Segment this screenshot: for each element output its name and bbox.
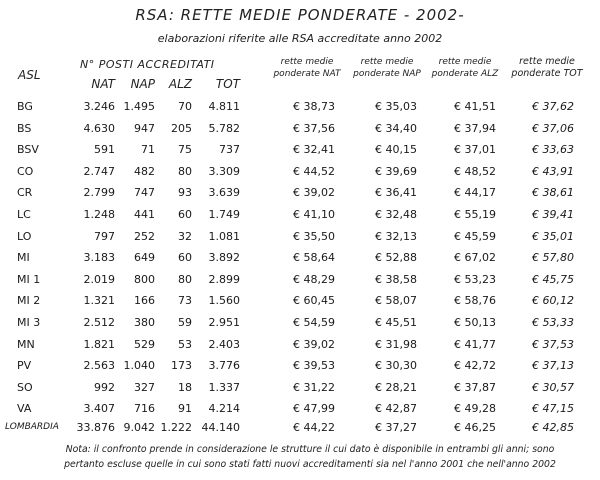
- row-nat: 2.019: [83, 272, 115, 286]
- header-rette-tot: [500, 56, 594, 80]
- row-nat: 1.321: [83, 294, 115, 308]
- row-tot: 1.560: [208, 294, 240, 308]
- row-tot: 3.776: [208, 359, 240, 373]
- table-row: [0, 161, 600, 183]
- header-rette-tot-line2: ponderate TOT: [511, 68, 583, 79]
- row-rette-nap: € 32,13: [375, 229, 417, 243]
- total-alz: 1.222: [160, 421, 192, 434]
- total-nat: 33.876: [76, 421, 115, 434]
- row-alz: 80: [178, 272, 192, 286]
- row-rette-tot: € 57,80: [532, 251, 574, 265]
- row-rette-alz: € 37,87: [454, 380, 496, 394]
- row-rette-nat: € 31,22: [293, 380, 335, 394]
- row-rette-tot: € 37,13: [532, 359, 574, 373]
- row-asl: MI: [17, 251, 30, 265]
- row-nap: 327: [134, 380, 155, 394]
- row-asl: CR: [17, 186, 33, 200]
- row-tot: 3.892: [208, 251, 240, 265]
- total-asl: LOMBARDIA: [5, 422, 59, 432]
- row-tot: 3.639: [208, 186, 240, 200]
- total-rette-nat: € 44,22: [293, 421, 335, 434]
- row-nat: 591: [94, 143, 115, 157]
- table-row: [0, 118, 600, 140]
- total-rette-alz: € 46,25: [454, 421, 496, 434]
- row-nat: 797: [94, 229, 115, 243]
- row-rette-tot: € 33,63: [532, 143, 574, 157]
- table-row: [0, 269, 600, 291]
- row-rette-nat: € 47,99: [293, 402, 335, 416]
- table-row: [0, 334, 600, 356]
- row-alz: 75: [178, 143, 192, 157]
- header-rette-nap-line1: rette medie: [360, 57, 414, 67]
- row-rette-nat: € 58,64: [293, 251, 335, 265]
- row-nap: 716: [134, 402, 155, 416]
- footnote-line1: Nota: il confronto prende in considerazione le strutture il cui dato è disponibile in entrambi gli anni; sono: [65, 444, 555, 455]
- row-rette-alz: € 48,52: [454, 164, 496, 178]
- row-nat: 1.821: [83, 337, 115, 351]
- table-row: [0, 226, 600, 248]
- header-posti-accreditati: N° POSTI ACCREDITATI: [80, 58, 215, 71]
- row-alz: 60: [178, 251, 192, 265]
- header-alz: ALZ: [168, 77, 192, 91]
- header-rette-nat-line2: ponderate NAT: [273, 69, 341, 79]
- total-row: [0, 420, 600, 438]
- total-rette-tot: € 42,85: [532, 421, 574, 434]
- row-alz: 18: [178, 380, 192, 394]
- table-row: [0, 355, 600, 377]
- row-nat: 3.407: [83, 402, 115, 416]
- header-asl: ASL: [18, 68, 41, 82]
- row-rette-tot: € 38,61: [532, 186, 574, 200]
- header-rette-nap: [342, 56, 432, 80]
- row-asl: VA: [17, 402, 32, 416]
- row-rette-nat: € 39,02: [293, 337, 335, 351]
- header-rette-nat-line1: rette medie: [280, 57, 334, 67]
- row-rette-alz: € 44,17: [454, 186, 496, 200]
- row-nap: 529: [134, 337, 155, 351]
- row-rette-alz: € 53,23: [454, 272, 496, 286]
- header-rette-nat: [262, 56, 352, 80]
- row-asl: BG: [17, 100, 33, 113]
- table-row: [0, 96, 600, 118]
- row-rette-nap: € 42,87: [375, 402, 417, 416]
- row-rette-alz: € 50,13: [454, 315, 496, 329]
- row-rette-alz: € 41,51: [454, 100, 496, 113]
- row-nat: 2.512: [83, 315, 115, 329]
- row-tot: 1.749: [208, 207, 240, 221]
- row-rette-alz: € 45,59: [454, 229, 496, 243]
- row-rette-alz: € 55,19: [454, 207, 496, 221]
- row-alz: 53: [178, 337, 192, 351]
- row-asl: LO: [17, 229, 32, 243]
- row-rette-nat: € 54,59: [293, 315, 335, 329]
- row-rette-nat: € 38,73: [293, 100, 335, 113]
- row-rette-tot: € 37,53: [532, 337, 574, 351]
- row-rette-alz: € 41,77: [454, 337, 496, 351]
- row-rette-nat: € 44,52: [293, 164, 335, 178]
- row-alz: 80: [178, 164, 192, 178]
- row-rette-nap: € 52,88: [375, 251, 417, 265]
- total-rette-nap: € 37,27: [375, 421, 417, 434]
- row-rette-alz: € 67,02: [454, 251, 496, 265]
- row-nat: 992: [94, 380, 115, 394]
- row-tot: 737: [219, 143, 240, 157]
- header-nap: NAP: [130, 77, 155, 91]
- row-tot: 1.081: [208, 229, 240, 243]
- row-rette-nap: € 28,21: [375, 380, 417, 394]
- table-row: [0, 377, 600, 399]
- row-tot: 1.337: [208, 380, 240, 394]
- row-nat: 3.246: [83, 100, 115, 113]
- row-rette-nap: € 34,40: [375, 121, 417, 135]
- row-asl: MN: [17, 337, 35, 351]
- row-rette-nap: € 35,03: [375, 100, 417, 113]
- row-rette-nat: € 37,56: [293, 121, 335, 135]
- header-rette-alz-line2: ponderate ALZ: [431, 69, 499, 79]
- footnote: [30, 442, 590, 472]
- row-rette-tot: € 45,75: [532, 272, 574, 286]
- footnote-line2: pertanto escluse quelle in cui sono stati fatti nuovi accreditamenti sia nel l'anno 2001 che nell'anno 2002: [64, 459, 556, 470]
- row-rette-nap: € 40,15: [375, 143, 417, 157]
- row-nap: 1.495: [123, 100, 155, 113]
- header-nat: NAT: [91, 77, 115, 91]
- row-nap: 252: [134, 229, 155, 243]
- row-nap: 380: [134, 315, 155, 329]
- row-alz: 32: [178, 229, 192, 243]
- row-asl: LC: [17, 207, 31, 221]
- row-asl: MI 3: [17, 315, 41, 329]
- row-rette-tot: € 47,15: [532, 402, 574, 416]
- row-rette-nat: € 32,41: [293, 143, 335, 157]
- row-alz: 60: [178, 207, 192, 221]
- row-tot: 4.214: [208, 402, 240, 416]
- row-alz: 73: [178, 294, 192, 308]
- row-asl: PV: [17, 359, 32, 373]
- row-rette-nap: € 31,98: [375, 337, 417, 351]
- row-asl: MI 1: [17, 272, 41, 286]
- row-rette-nat: € 39,53: [293, 359, 335, 373]
- row-alz: 91: [178, 402, 192, 416]
- header-rette-nap-line2: ponderate NAP: [353, 69, 421, 79]
- page-subtitle: elaborazioni riferite alle RSA accreditate anno 2002: [157, 32, 443, 45]
- table-row: [0, 204, 600, 226]
- row-rette-tot: € 53,33: [532, 315, 574, 329]
- header-rette-alz-line1: rette medie: [438, 57, 492, 67]
- row-nat: 4.630: [83, 121, 115, 135]
- row-nat: 2.799: [83, 186, 115, 200]
- row-tot: 4.811: [208, 100, 240, 113]
- row-rette-nap: € 45,51: [375, 315, 417, 329]
- header-rette-alz: [420, 56, 510, 80]
- row-rette-tot: € 37,62: [532, 100, 574, 113]
- row-alz: 173: [171, 359, 192, 373]
- row-asl: BSV: [17, 143, 39, 157]
- row-tot: 5.782: [208, 121, 240, 135]
- row-nat: 2.563: [83, 359, 115, 373]
- table-row: [0, 139, 600, 161]
- table-row: [0, 247, 600, 269]
- table-row: [0, 290, 600, 312]
- page-title: RSA: RETTE MEDIE PONDERATE - 2002-: [135, 6, 465, 24]
- row-nap: 649: [134, 251, 155, 265]
- row-rette-tot: € 30,57: [532, 380, 574, 394]
- row-rette-tot: € 37,06: [532, 121, 574, 135]
- total-tot: 44.140: [201, 421, 240, 434]
- row-nap: 747: [134, 186, 155, 200]
- row-rette-nap: € 30,30: [375, 359, 417, 373]
- row-rette-nap: € 36,41: [375, 186, 417, 200]
- row-alz: 59: [178, 315, 192, 329]
- row-nap: 1.040: [123, 359, 155, 373]
- row-asl: MI 2: [17, 294, 41, 308]
- row-nat: 3.183: [83, 251, 115, 265]
- header-tot: TOT: [215, 77, 240, 91]
- row-rette-nat: € 41,10: [293, 207, 335, 221]
- row-nap: 441: [134, 207, 155, 221]
- row-rette-nat: € 39,02: [293, 186, 335, 200]
- row-rette-nat: € 35,50: [293, 229, 335, 243]
- row-rette-tot: € 39,41: [532, 207, 574, 221]
- row-tot: 3.309: [208, 164, 240, 178]
- row-nap: 482: [134, 164, 155, 178]
- row-tot: 2.951: [208, 315, 240, 329]
- row-alz: 93: [178, 186, 192, 200]
- row-rette-alz: € 37,01: [454, 143, 496, 157]
- row-rette-tot: € 43,91: [532, 164, 574, 178]
- table-row: [0, 312, 600, 334]
- row-asl: BS: [17, 121, 32, 135]
- row-rette-nap: € 39,69: [375, 164, 417, 178]
- row-rette-nat: € 48,29: [293, 272, 335, 286]
- row-nat: 2.747: [83, 164, 115, 178]
- row-asl: SO: [17, 380, 33, 394]
- total-nap: 9.042: [123, 421, 155, 434]
- row-tot: 2.403: [208, 337, 240, 351]
- row-alz: 205: [171, 121, 192, 135]
- row-rette-alz: € 37,94: [454, 121, 496, 135]
- row-rette-tot: € 35,01: [532, 229, 574, 243]
- row-nap: 800: [134, 272, 155, 286]
- row-asl: CO: [17, 164, 34, 178]
- row-nap: 947: [134, 121, 155, 135]
- row-rette-nap: € 38,58: [375, 272, 417, 286]
- table-row: [0, 182, 600, 204]
- row-alz: 70: [178, 100, 192, 113]
- data-table: [0, 96, 600, 420]
- row-rette-nap: € 58,07: [375, 294, 417, 308]
- row-nap: 71: [141, 143, 155, 157]
- row-rette-alz: € 58,76: [454, 294, 496, 308]
- row-nat: 1.248: [83, 207, 115, 221]
- row-rette-alz: € 49,28: [454, 402, 496, 416]
- row-rette-tot: € 60,12: [532, 294, 574, 308]
- row-rette-nat: € 60,45: [293, 294, 335, 308]
- row-rette-nap: € 32,48: [375, 207, 417, 221]
- row-rette-alz: € 42,72: [454, 359, 496, 373]
- header-rette-tot-line1: rette medie: [519, 56, 575, 67]
- row-nap: 166: [134, 294, 155, 308]
- row-tot: 2.899: [208, 272, 240, 286]
- table-row: [0, 398, 600, 420]
